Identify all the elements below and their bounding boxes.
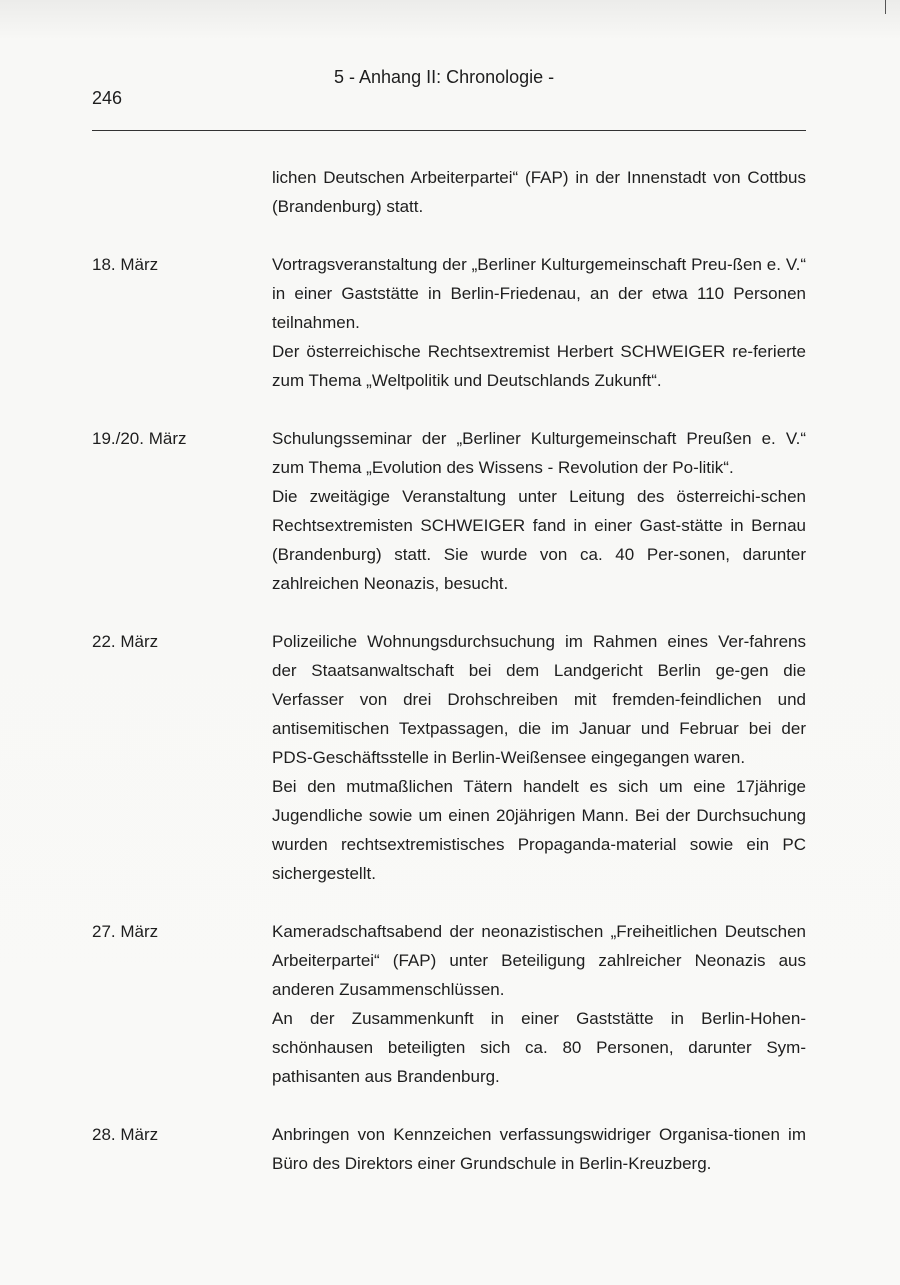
chronology-entry: [92, 1120, 806, 1178]
entry-date: 27. März: [92, 922, 159, 941]
entry-date: 22. März: [92, 632, 159, 651]
entry-paragraph: lichen Deutschen Arbeiterpartei“ (FAP) in der Innenstadt von Cottbus (Brandenburg) statt.: [272, 168, 806, 216]
entry-date: [92, 163, 272, 221]
entry-body: [272, 1120, 806, 1178]
entry-body: [272, 250, 806, 395]
entry-body: [272, 163, 806, 221]
entry-paragraph: Schulungsseminar der „Berliner Kulturgemeinschaft Preußen e. V.“ zum Thema „Evolution des Wissens - Revolution der Po-litik“.: [272, 429, 806, 477]
entry-paragraph: An der Zusammenkunft in einer Gaststätte in Berlin-Hohen-schönhausen beteiligten sich ca. 80 Personen, darunter Sym-pathisanten aus Brandenburg.: [272, 1009, 806, 1086]
entry-paragraph: Kameradschaftsabend der neonazistischen „Freiheitlichen Deutschen Arbeiterpartei“ (FAP) unter Beteiligung zahlreicher Neonazis aus anderen Zusammenschlüssen.: [272, 922, 806, 999]
entry-date: 19./20. März: [92, 429, 187, 448]
scan-mark: [885, 0, 886, 14]
entry-paragraph: Vortragsveranstaltung der „Berliner Kulturgemeinschaft Preu-ßen e. V.“ in einer Gaststätte in Berlin-Friedenau, an der etwa 110 Personen teilnahmen.: [272, 255, 806, 332]
chronology-entry: [92, 163, 806, 221]
chronology-entry: [92, 424, 806, 598]
chronology-entries: [92, 163, 806, 1207]
chronology-entry: [92, 250, 806, 395]
entry-paragraph: Die zweitägige Veranstaltung unter Leitung des österreichi-schen Rechtsextremisten SCHWEIGER fand in einer Gast-stätte in Bernau (Brandenburg) statt. Sie wurde von ca. 40 Per-sonen, darunter zahlreichen Neonazis, besucht.: [272, 487, 806, 593]
entry-paragraph: Der österreichische Rechtsextremist Herbert SCHWEIGER re-ferierte zum Thema „Weltpolitik und Deutschlands Zukunft“.: [272, 342, 806, 390]
entry-paragraph: Bei den mutmaßlichen Tätern handelt es sich um eine 17jährige Jugendliche sowie um einen 20jährigen Mann. Bei der Durchsuchung wurden rechtsextremistisches Propaganda-material sowie ein PC sichergestellt.: [272, 777, 806, 883]
page-number: 246: [92, 88, 123, 108]
entry-date: 28. März: [92, 1125, 159, 1144]
header-divider: [92, 130, 806, 131]
entry-body: [272, 627, 806, 888]
chronology-entry: [92, 627, 806, 888]
entry-paragraph: Anbringen von Kennzeichen verfassungswidriger Organisa-tionen im Büro des Direktors einer Grundschule in Berlin-Kreuzberg.: [272, 1125, 806, 1173]
entry-body: [272, 917, 806, 1091]
chronology-entry: [92, 917, 806, 1091]
running-title: 5 - Anhang II: Chronologie -: [334, 67, 555, 87]
entry-body: [272, 424, 806, 598]
entry-paragraph: Polizeiliche Wohnungsdurchsuchung im Rahmen eines Ver-fahrens der Staatsanwaltschaft bei dem Landgericht Berlin ge-gen die Verfasser von drei Drohschreiben mit fremden-feindlichen und antisemitischen Textpassagen, die im Januar und Februar bei der PDS-Geschäftsstelle in Berlin-Weißensee eingegangen waren.: [272, 632, 806, 767]
entry-date: 18. März: [92, 255, 159, 274]
